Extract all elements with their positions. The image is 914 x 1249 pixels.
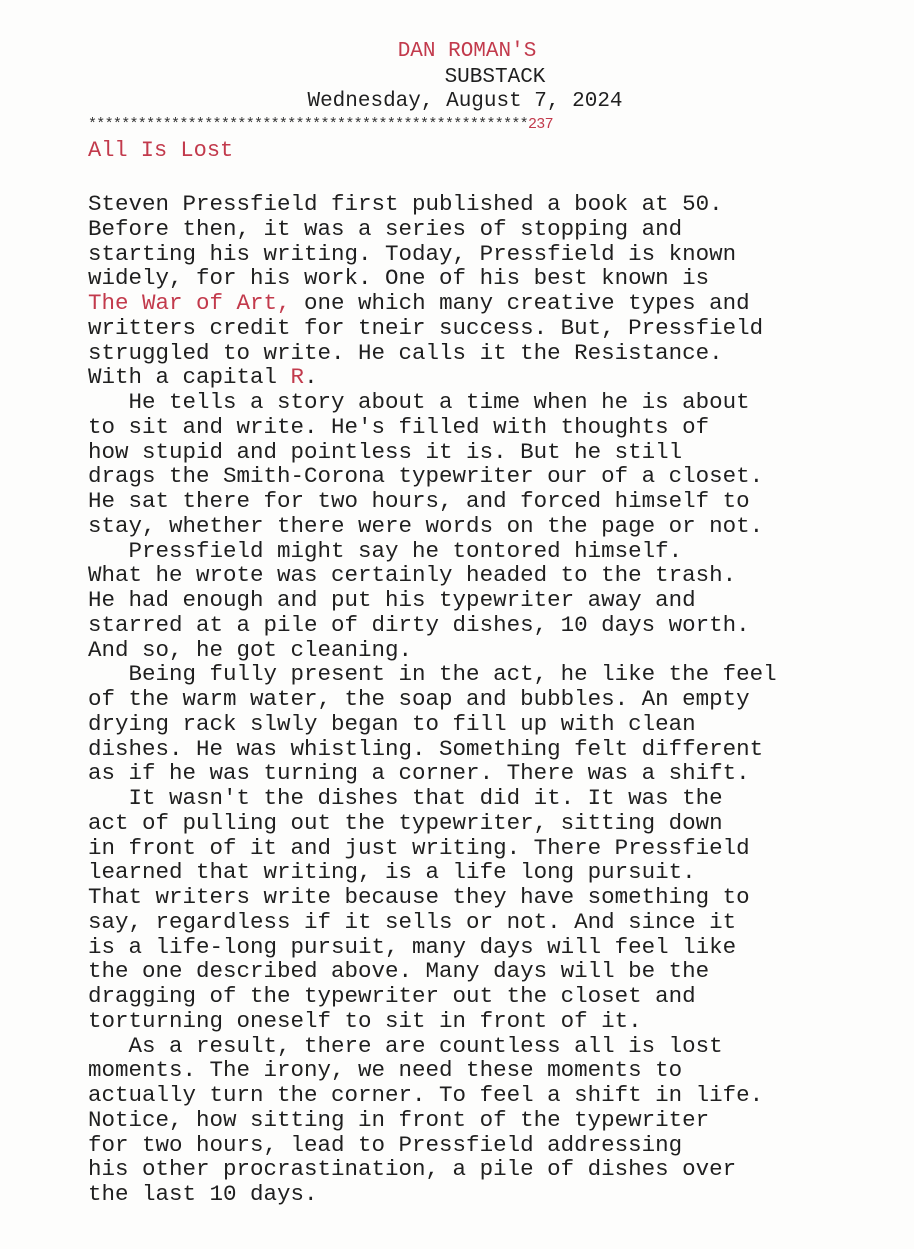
line-text: Notice, how sitting in front of the typewriter bbox=[88, 1106, 710, 1133]
text-line bbox=[88, 539, 682, 564]
book-title: The War of Art, bbox=[88, 290, 291, 316]
header-publication: SUBSTACK bbox=[444, 66, 546, 89]
line-text: It wasn't the dishes that did it. It was the bbox=[88, 785, 723, 811]
text-line bbox=[88, 390, 750, 415]
text-line bbox=[88, 786, 723, 811]
text-line bbox=[88, 1157, 736, 1182]
text-line bbox=[88, 984, 696, 1009]
line-text: moments. The irony, we need these moments to bbox=[88, 1057, 683, 1084]
text-line bbox=[88, 266, 709, 291]
text-line bbox=[88, 959, 709, 984]
text-line bbox=[88, 588, 696, 613]
capital-r: R bbox=[290, 364, 305, 391]
line-text: dishes. He was whistling. Something felt different bbox=[88, 735, 764, 762]
text-line bbox=[88, 217, 682, 242]
separator-row bbox=[88, 116, 553, 133]
text-line bbox=[88, 341, 723, 366]
line-text: Before then, it was a series of stopping and bbox=[88, 215, 683, 242]
line-text: act of pulling out the typewriter, sitting down bbox=[88, 809, 723, 836]
text-line bbox=[88, 687, 750, 712]
text-line bbox=[88, 935, 736, 960]
text-line bbox=[88, 464, 763, 489]
line-text: Pressfield might say he tontored himself. bbox=[88, 537, 683, 564]
text-line bbox=[88, 1034, 723, 1059]
line-text: stay, whether there were words on the page or not. bbox=[88, 512, 764, 539]
line-text: the one described above. Many days will be the bbox=[88, 958, 710, 985]
text-line bbox=[88, 563, 736, 588]
header-author: DAN ROMAN'S bbox=[397, 40, 537, 63]
line-text: starting his writing. Today, Pressfield is known bbox=[88, 240, 737, 267]
line-text: He had enough and put his typewriter away and bbox=[88, 587, 696, 613]
line-text: of the warm water, the soap and bubbles. An empty bbox=[88, 686, 750, 712]
text-line bbox=[88, 365, 318, 390]
text-line bbox=[88, 242, 736, 267]
post-title: All Is Lost bbox=[88, 138, 234, 163]
line-text: say, regardless if it sells or not. And since it bbox=[88, 908, 737, 935]
text-line bbox=[88, 1058, 682, 1083]
line-text: to sit and write. He's filled with thoughts of bbox=[88, 413, 710, 440]
text-line bbox=[88, 1108, 709, 1133]
line-text: He tells a story about a time when he is about bbox=[88, 389, 750, 415]
text-line bbox=[88, 440, 682, 465]
line-text: torturning oneself to sit in front of it. bbox=[88, 1007, 642, 1034]
line-text: That writers write because they have something to bbox=[88, 884, 750, 910]
text-line bbox=[88, 860, 696, 885]
text-line bbox=[88, 514, 763, 539]
text-line bbox=[88, 1133, 682, 1158]
text-line bbox=[88, 1009, 642, 1034]
text-line bbox=[88, 761, 750, 786]
text-line bbox=[88, 489, 750, 514]
line-text: writters credit for tneir success. But, Pressfield bbox=[88, 314, 764, 341]
separator-asterisks: ***************************************************** bbox=[88, 116, 528, 133]
text-line bbox=[88, 885, 750, 910]
text-line bbox=[88, 910, 736, 935]
line-text: With a capital bbox=[88, 364, 291, 391]
line-text: learned that writing, is a life long pursuit. bbox=[88, 859, 696, 886]
line-tail: . bbox=[304, 364, 318, 391]
line-text: Being fully present in the act, he like the feel bbox=[88, 661, 777, 688]
line-text: the last 10 days. bbox=[88, 1181, 318, 1207]
line-text: as if he was turning a corner. There was a shift. bbox=[88, 760, 750, 787]
text-line bbox=[88, 811, 723, 836]
line-text: widely, for his work. One of his best known is bbox=[88, 265, 710, 292]
line-text: He sat there for two hours, and forced himself to bbox=[88, 488, 750, 514]
line-text: how stupid and pointless it is. But he still bbox=[88, 438, 683, 465]
line-text: actually turn the corner. To feel a shift in life. bbox=[88, 1082, 764, 1108]
line-text: And so, he got cleaning. bbox=[88, 636, 413, 663]
line-text: drying rack slwly began to fill up with clean bbox=[88, 710, 696, 737]
line-text: for two hours, lead to Pressfield addressing bbox=[88, 1131, 683, 1158]
text-line bbox=[88, 415, 709, 440]
line-text: is a life-long pursuit, many days will feel like bbox=[88, 933, 737, 960]
text-line bbox=[88, 712, 696, 737]
text-line bbox=[88, 836, 750, 861]
line-text: Steven Pressfield first published a book at 50. bbox=[88, 191, 723, 217]
line-text: drags the Smith-Corona typewriter our of a closet. bbox=[88, 463, 764, 490]
post-number: 237 bbox=[527, 116, 553, 133]
line-text: one which many creative types and bbox=[290, 290, 750, 316]
line-text: As a result, there are countless all is lost bbox=[88, 1032, 723, 1059]
header-date: Wednesday, August 7, 2024 bbox=[307, 90, 623, 113]
text-line bbox=[88, 1182, 318, 1207]
text-line bbox=[88, 316, 763, 341]
text-line bbox=[88, 662, 777, 687]
text-line bbox=[88, 192, 723, 217]
line-text: What he wrote was certainly headed to the trash. bbox=[88, 562, 737, 589]
text-line bbox=[88, 737, 763, 762]
text-line bbox=[88, 1083, 763, 1108]
line-text: his other procrastination, a pile of dishes over bbox=[88, 1156, 737, 1183]
line-text: struggled to write. He calls it the Resistance. bbox=[88, 339, 723, 366]
line-text: dragging of the typewriter out the closet and bbox=[88, 983, 696, 1009]
text-line bbox=[88, 638, 412, 663]
line-text: in front of it and just writing. There Pressfield bbox=[88, 834, 750, 861]
text-line bbox=[88, 291, 750, 316]
line-text: starred at a pile of dirty dishes, 10 days worth. bbox=[88, 611, 750, 638]
text-line bbox=[88, 613, 750, 638]
